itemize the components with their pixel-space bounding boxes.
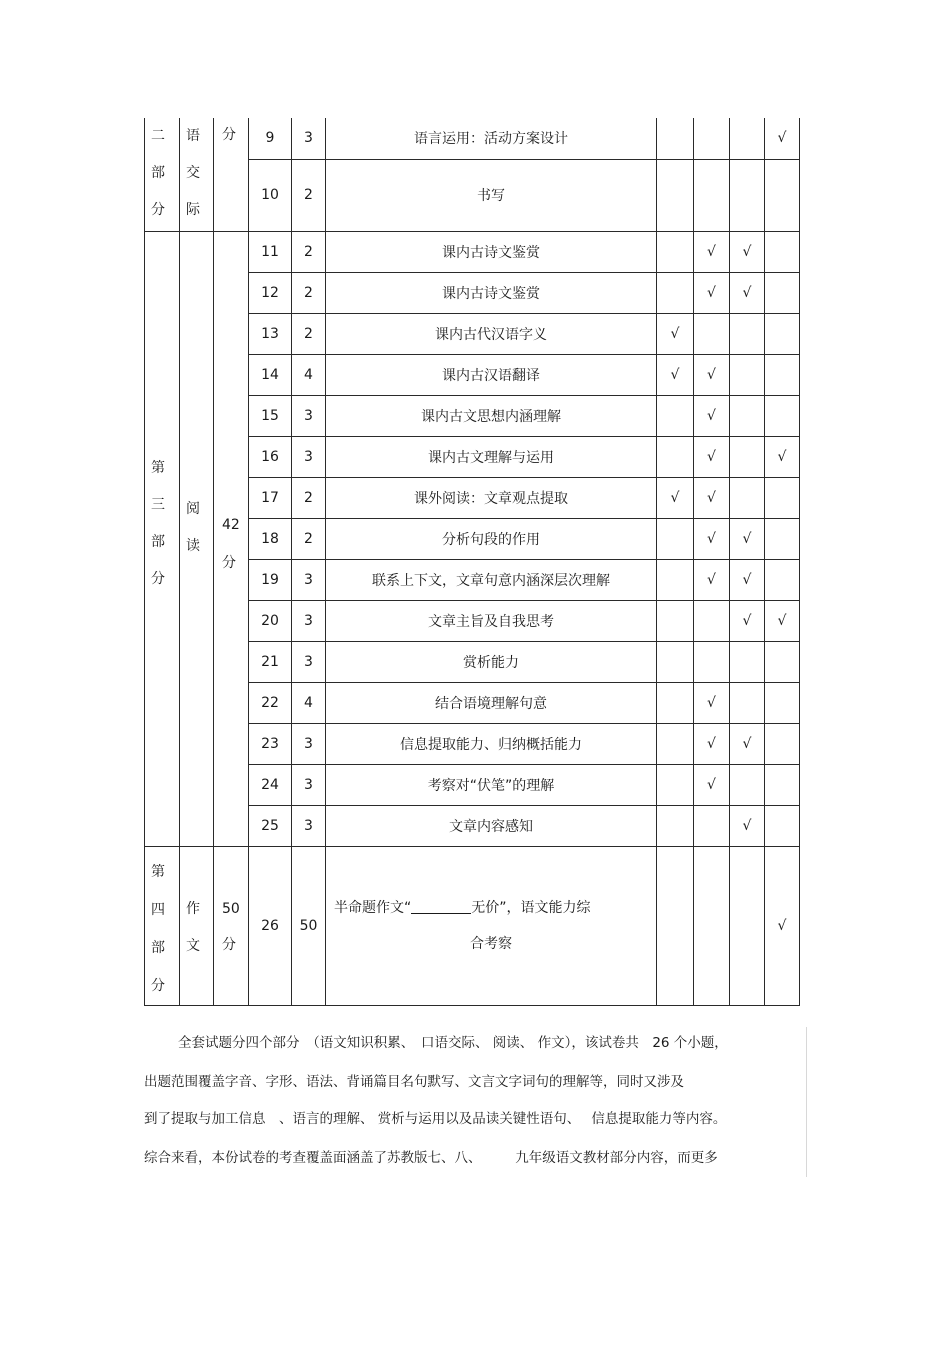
ability-check-3 <box>730 313 765 354</box>
ability-check-2 <box>694 846 730 1005</box>
question-content: 课内古诗文鉴赏 <box>326 272 657 313</box>
ability-check-1 <box>657 118 694 159</box>
score-cell <box>214 846 249 1005</box>
ability-check-2 <box>694 641 730 682</box>
ability-check-2: √ <box>694 559 730 600</box>
category-char: 阅 <box>186 500 200 517</box>
category-char: 作 <box>186 900 200 917</box>
part-label-char: 第 <box>151 863 165 880</box>
question-number: 20 <box>249 600 292 641</box>
ability-check-4 <box>765 354 800 395</box>
question-points: 2 <box>292 518 326 559</box>
question-points: 3 <box>292 436 326 477</box>
table-body <box>145 118 800 1005</box>
ability-check-4 <box>765 518 800 559</box>
question-number: 24 <box>249 764 292 805</box>
part-label-char: 部 <box>151 533 165 550</box>
category-cell <box>180 118 214 231</box>
score-text: 50 <box>222 900 240 917</box>
question-points: 3 <box>292 641 326 682</box>
question-content: 联系上下文，文章句意内涵深层次理解 <box>326 559 657 600</box>
part-label-cell <box>145 231 180 846</box>
ability-check-4 <box>765 231 800 272</box>
ability-check-3: √ <box>730 600 765 641</box>
part-label-cell <box>145 846 180 1005</box>
ability-check-1 <box>657 764 694 805</box>
ability-check-4 <box>765 477 800 518</box>
ability-check-4: √ <box>765 846 800 1005</box>
ability-check-1 <box>657 159 694 231</box>
score-text: 分 <box>222 127 236 143</box>
question-content: 课内古汉语翻译 <box>326 354 657 395</box>
question-points: 3 <box>292 395 326 436</box>
ability-check-1 <box>657 805 694 846</box>
question-number: 10 <box>249 159 292 231</box>
ability-check-3 <box>730 354 765 395</box>
ability-check-2: √ <box>694 272 730 313</box>
ability-check-3: √ <box>730 723 765 764</box>
ability-check-2 <box>694 805 730 846</box>
ability-check-1: √ <box>657 313 694 354</box>
question-content: 信息提取能力、归纳概括能力 <box>326 723 657 764</box>
category-cell <box>180 846 214 1005</box>
ability-check-1 <box>657 682 694 723</box>
question-points: 3 <box>292 559 326 600</box>
score-text: 分 <box>222 554 236 571</box>
ability-check-3: √ <box>730 231 765 272</box>
question-number: 22 <box>249 682 292 723</box>
ability-check-2 <box>694 159 730 231</box>
ability-check-1 <box>657 272 694 313</box>
ability-check-1 <box>657 395 694 436</box>
question-points: 3 <box>292 118 326 159</box>
category-char: 际 <box>186 202 200 218</box>
question-content: 赏析能力 <box>326 641 657 682</box>
question-points: 3 <box>292 723 326 764</box>
ability-check-4 <box>765 641 800 682</box>
ability-check-3 <box>730 159 765 231</box>
question-number: 14 <box>249 354 292 395</box>
question-points: 3 <box>292 805 326 846</box>
question-number: 15 <box>249 395 292 436</box>
ability-check-3: √ <box>730 518 765 559</box>
question-content: 课内古文理解与运用 <box>326 436 657 477</box>
part-label-char: 分 <box>151 202 165 218</box>
question-content: 书写 <box>326 159 657 231</box>
question-points: 2 <box>292 477 326 518</box>
ability-check-3 <box>730 764 765 805</box>
ability-check-2: √ <box>694 723 730 764</box>
summary-paragraph <box>144 1027 807 1177</box>
ability-check-2: √ <box>694 477 730 518</box>
ability-check-3 <box>730 477 765 518</box>
ability-check-1 <box>657 231 694 272</box>
ability-check-1: √ <box>657 354 694 395</box>
part-label-char: 四 <box>151 901 165 918</box>
paragraph-line: 全套试题分四个部分 （语文知识积累、 口语交际、 阅读、 作文），该试卷共 26 个小题， <box>178 1035 728 1051</box>
table-row <box>145 231 800 272</box>
ability-check-3: √ <box>730 559 765 600</box>
question-content: 考察对“伏笔”的理解 <box>326 764 657 805</box>
ability-check-4 <box>765 764 800 805</box>
question-points: 2 <box>292 231 326 272</box>
content-line-2: 合考察 <box>470 935 512 952</box>
content-line <box>332 890 650 926</box>
question-number: 18 <box>249 518 292 559</box>
ability-check-4 <box>765 805 800 846</box>
question-content: 课内古诗文鉴赏 <box>326 231 657 272</box>
category-char: 交 <box>186 165 200 181</box>
question-number: 13 <box>249 313 292 354</box>
part-label-char: 部 <box>151 939 165 956</box>
question-points: 4 <box>292 682 326 723</box>
ability-check-1 <box>657 600 694 641</box>
ability-check-3 <box>730 436 765 477</box>
question-content: 分析句段的作用 <box>326 518 657 559</box>
part-label-char: 分 <box>151 570 165 587</box>
ability-check-4: √ <box>765 118 800 159</box>
paragraph-line: 出题范围覆盖字音、字形、语法、背诵篇目名句默写、文言文字词句的理解等，同时又涉及 <box>144 1074 684 1090</box>
score-text: 分 <box>222 936 236 953</box>
part-label-char: 分 <box>151 977 165 994</box>
table-row <box>145 118 800 159</box>
question-points: 2 <box>292 313 326 354</box>
ability-check-2 <box>694 600 730 641</box>
table-row <box>145 846 800 1005</box>
question-number: 11 <box>249 231 292 272</box>
category-char: 读 <box>186 537 200 554</box>
question-number: 26 <box>249 846 292 1005</box>
ability-check-4: √ <box>765 436 800 477</box>
ability-check-2: √ <box>694 682 730 723</box>
paragraph-line: 到了提取与加工信息 、语言的理解、 赏析与运用以及品读关键性语句、 信息提取能力等内容。 <box>144 1111 727 1127</box>
ability-check-1: √ <box>657 477 694 518</box>
question-number: 23 <box>249 723 292 764</box>
ability-check-1 <box>657 436 694 477</box>
question-number: 16 <box>249 436 292 477</box>
ability-check-4 <box>765 682 800 723</box>
ability-check-3: √ <box>730 805 765 846</box>
ability-check-4 <box>765 395 800 436</box>
ability-check-1 <box>657 723 694 764</box>
ability-check-4: √ <box>765 600 800 641</box>
question-content: 课内古代汉语字义 <box>326 313 657 354</box>
question-points: 2 <box>292 159 326 231</box>
question-content: 课内古文思想内涵理解 <box>326 395 657 436</box>
category-char: 语 <box>186 128 200 144</box>
question-content <box>326 846 657 1005</box>
question-number: 9 <box>249 118 292 159</box>
question-points: 3 <box>292 764 326 805</box>
question-number: 17 <box>249 477 292 518</box>
fill-in-blank <box>411 901 471 914</box>
ability-check-4 <box>765 313 800 354</box>
question-points: 2 <box>292 272 326 313</box>
question-points: 3 <box>292 600 326 641</box>
score-cell <box>214 231 249 846</box>
ability-check-1 <box>657 641 694 682</box>
ability-check-3 <box>730 641 765 682</box>
ability-check-2: √ <box>694 231 730 272</box>
ability-check-2: √ <box>694 354 730 395</box>
part-label-char: 部 <box>151 165 165 181</box>
part-label-cell <box>145 118 180 231</box>
ability-check-3 <box>730 682 765 723</box>
ability-check-2 <box>694 313 730 354</box>
ability-check-4 <box>765 159 800 231</box>
content-prefix: 半命题作文“ <box>334 899 412 916</box>
ability-check-2: √ <box>694 395 730 436</box>
paragraph-line: 综合来看，本份试卷的考查覆盖面涵盖了苏教版七、八、 九年级语文教材部分内容，而更多 <box>144 1150 718 1166</box>
part-label-char: 第 <box>151 459 165 476</box>
ability-check-2: √ <box>694 436 730 477</box>
ability-check-3 <box>730 846 765 1005</box>
question-number: 21 <box>249 641 292 682</box>
category-cell <box>180 231 214 846</box>
ability-check-4 <box>765 559 800 600</box>
question-content: 课外阅读：文章观点提取 <box>326 477 657 518</box>
ability-check-4 <box>765 272 800 313</box>
category-char: 文 <box>186 937 200 954</box>
question-content: 语言运用：活动方案设计 <box>326 118 657 159</box>
question-content: 文章内容感知 <box>326 805 657 846</box>
exam-spec-table <box>144 118 800 1006</box>
ability-check-4 <box>765 723 800 764</box>
question-number: 12 <box>249 272 292 313</box>
question-points: 50 <box>292 846 326 1005</box>
ability-check-1 <box>657 559 694 600</box>
ability-check-2: √ <box>694 764 730 805</box>
score-text: 42 <box>222 516 240 533</box>
question-number: 25 <box>249 805 292 846</box>
question-points: 4 <box>292 354 326 395</box>
ability-check-3 <box>730 395 765 436</box>
ability-check-1 <box>657 518 694 559</box>
exam-spec-table-container <box>144 118 800 1006</box>
content-suffix: 无价”，语文能力综 <box>471 899 591 916</box>
ability-check-1 <box>657 846 694 1005</box>
part-label-char: 二 <box>151 128 165 144</box>
question-number: 19 <box>249 559 292 600</box>
question-content: 文章主旨及自我思考 <box>326 600 657 641</box>
part-label-char: 三 <box>151 496 165 513</box>
ability-check-3 <box>730 118 765 159</box>
ability-check-3: √ <box>730 272 765 313</box>
score-cell <box>214 118 249 231</box>
question-content: 结合语境理解句意 <box>326 682 657 723</box>
ability-check-2 <box>694 118 730 159</box>
ability-check-2: √ <box>694 518 730 559</box>
